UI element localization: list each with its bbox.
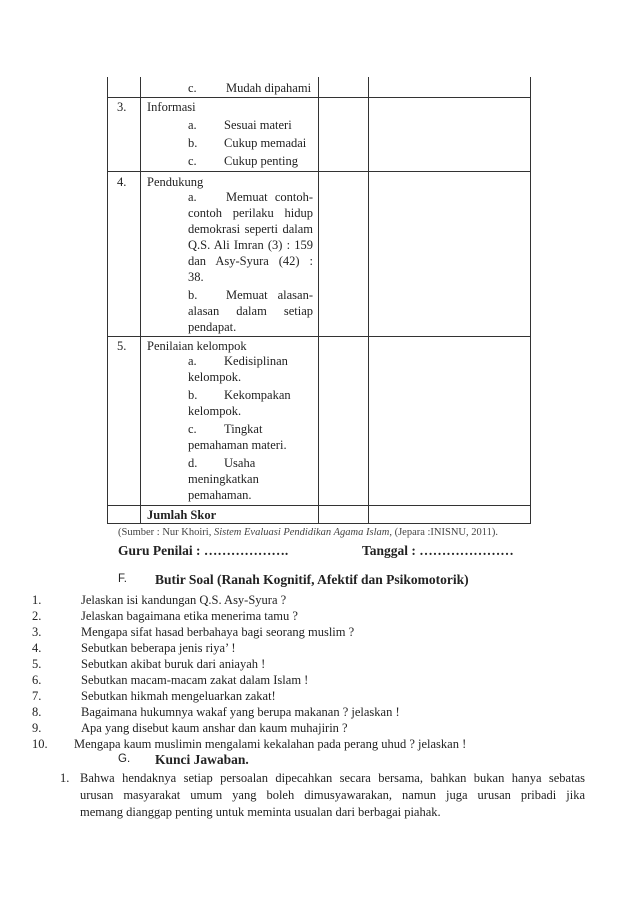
question-text: Apa yang disebut kaum anshar dan kaum muhajirin ? bbox=[81, 721, 348, 735]
question-text: Sebutkan hikmah mengeluarkan zakat! bbox=[81, 689, 276, 703]
item-letter: b. bbox=[188, 288, 198, 302]
section-f-title: Butir Soal (Ranah Kognitif, Afektif dan Psikomotorik) bbox=[155, 572, 469, 587]
list-item bbox=[0, 656, 638, 672]
item-letter: a. bbox=[188, 118, 197, 132]
item-text: pemahaman materi. bbox=[188, 438, 287, 452]
item-text: Memuat alasan- bbox=[226, 288, 313, 302]
question-number: 9. bbox=[32, 721, 42, 735]
list-item bbox=[0, 736, 638, 752]
table-border-right bbox=[530, 77, 531, 524]
list-item bbox=[0, 624, 638, 640]
list-item bbox=[0, 592, 638, 608]
question-number: 1. bbox=[32, 593, 42, 607]
table-divider-score bbox=[368, 77, 369, 524]
question-text: Jelaskan isi kandungan Q.S. Asy-Syura ? bbox=[81, 593, 287, 607]
item-text: Cukup penting bbox=[224, 154, 298, 168]
question-text: Mengapa sifat hasad berbahaya bagi seorang muslim ? bbox=[81, 625, 355, 639]
source-suffix: , (Jepara :INISNU, 2011). bbox=[389, 527, 498, 538]
item-text: Tingkat bbox=[224, 422, 263, 436]
source-prefix: (Sumber : Nur Khoiri, bbox=[118, 527, 214, 538]
item-letter: b. bbox=[188, 136, 198, 150]
row-number: 3. bbox=[117, 100, 127, 114]
section-g-letter: G. bbox=[118, 753, 131, 765]
answer-number: 1. bbox=[60, 771, 70, 785]
item-text: pemahaman. bbox=[188, 488, 252, 502]
item-text: dan Asy-Syura (42) : bbox=[188, 254, 313, 268]
item-text: pendapat. bbox=[188, 320, 237, 334]
question-number: 2. bbox=[32, 609, 42, 623]
answer-text: Bahwa hendaknya setiap persoalan dipecahkan secara bersama, bahkan bukan hanya sebatas bbox=[80, 771, 585, 785]
list-item bbox=[0, 720, 638, 736]
section-f-letter: F. bbox=[118, 573, 127, 585]
question-number: 8. bbox=[32, 705, 42, 719]
item-letter: b. bbox=[188, 388, 198, 402]
answer-text: urusan masyarakat umum yang boleh dimusyawarakan, namun juga urusan pribadi jika bbox=[80, 788, 585, 802]
table-border-bottom bbox=[107, 523, 531, 524]
row-category: Informasi bbox=[147, 100, 196, 114]
item-letter: c. bbox=[188, 81, 197, 95]
table-border-left bbox=[107, 77, 108, 524]
total-score-label: Jumlah Skor bbox=[147, 508, 217, 522]
question-number: 5. bbox=[32, 657, 42, 671]
item-text: demokrasi seperti dalam bbox=[188, 222, 313, 236]
table-row-divider bbox=[107, 336, 531, 337]
row-number: 4. bbox=[117, 175, 127, 189]
item-text: Mudah dipahami bbox=[226, 81, 312, 95]
question-number: 6. bbox=[32, 673, 42, 687]
source-citation bbox=[118, 527, 498, 538]
tanggal: Tanggal : ………………… bbox=[362, 543, 514, 558]
item-text: alasan dalam setiap bbox=[188, 304, 313, 318]
list-item bbox=[0, 688, 638, 704]
table-divider-aspect bbox=[318, 77, 319, 524]
section-g-title: Kunci Jawaban. bbox=[155, 752, 249, 767]
item-text: Kedisiplinan bbox=[224, 354, 288, 368]
row-number: 5. bbox=[117, 339, 127, 353]
source-title: Sistem Evaluasi Pendidikan Agama Islam bbox=[213, 527, 390, 538]
item-text: Cukup memadai bbox=[224, 136, 307, 150]
item-letter: d. bbox=[188, 456, 198, 470]
table-row-divider bbox=[107, 97, 531, 98]
row-category: Pendukung bbox=[147, 175, 204, 189]
item-text: meningkatkan bbox=[188, 472, 259, 486]
question-number: 3. bbox=[32, 625, 42, 639]
answer-text: memang dianggap penting untuk meminta usualan dari berbagai piahak. bbox=[80, 805, 441, 819]
item-text: 38. bbox=[188, 270, 204, 284]
item-text: Kekompakan bbox=[224, 388, 291, 402]
item-letter: a. bbox=[188, 190, 197, 204]
question-text: Sebutkan akibat buruk dari aniayah ! bbox=[81, 657, 266, 671]
question-number: 7. bbox=[32, 689, 42, 703]
table-row-divider bbox=[107, 171, 531, 172]
question-text: Mengapa kaum muslimin mengalami kekalahan pada perang uhud ? jelaskan ! bbox=[74, 737, 467, 751]
question-text: Jelaskan bagaimana etika menerima tamu ? bbox=[81, 609, 298, 623]
question-text: Sebutkan beberapa jenis riya’ ! bbox=[81, 641, 236, 655]
item-text: kelompok. bbox=[188, 370, 242, 384]
question-text: Sebutkan macam-macam zakat dalam Islam ! bbox=[81, 673, 309, 687]
item-letter: c. bbox=[188, 422, 197, 436]
item-letter: a. bbox=[188, 354, 197, 368]
guru-penilai: Guru Penilai : ………………. bbox=[118, 543, 289, 558]
item-letter: c. bbox=[188, 154, 197, 168]
row-category: Penilaian kelompok bbox=[147, 339, 247, 353]
item-text: contoh perilaku hidup bbox=[188, 206, 313, 220]
list-item bbox=[0, 640, 638, 656]
question-number: 10. bbox=[32, 737, 48, 751]
table-divider-no bbox=[140, 77, 141, 524]
item-text: kelompok. bbox=[188, 404, 242, 418]
item-text: Memuat contoh- bbox=[226, 190, 313, 204]
list-item bbox=[0, 672, 638, 688]
question-number: 4. bbox=[32, 641, 42, 655]
item-text: Q.S. Ali Imran (3) : 159 bbox=[188, 238, 313, 252]
item-text: Sesuai materi bbox=[224, 118, 292, 132]
question-text: Bagaimana hukumnya wakaf yang berupa makanan ? jelaskan ! bbox=[81, 705, 400, 719]
list-item bbox=[0, 608, 638, 624]
table-row-divider bbox=[107, 505, 531, 506]
item-text: Usaha bbox=[224, 456, 256, 470]
list-item bbox=[0, 704, 638, 720]
